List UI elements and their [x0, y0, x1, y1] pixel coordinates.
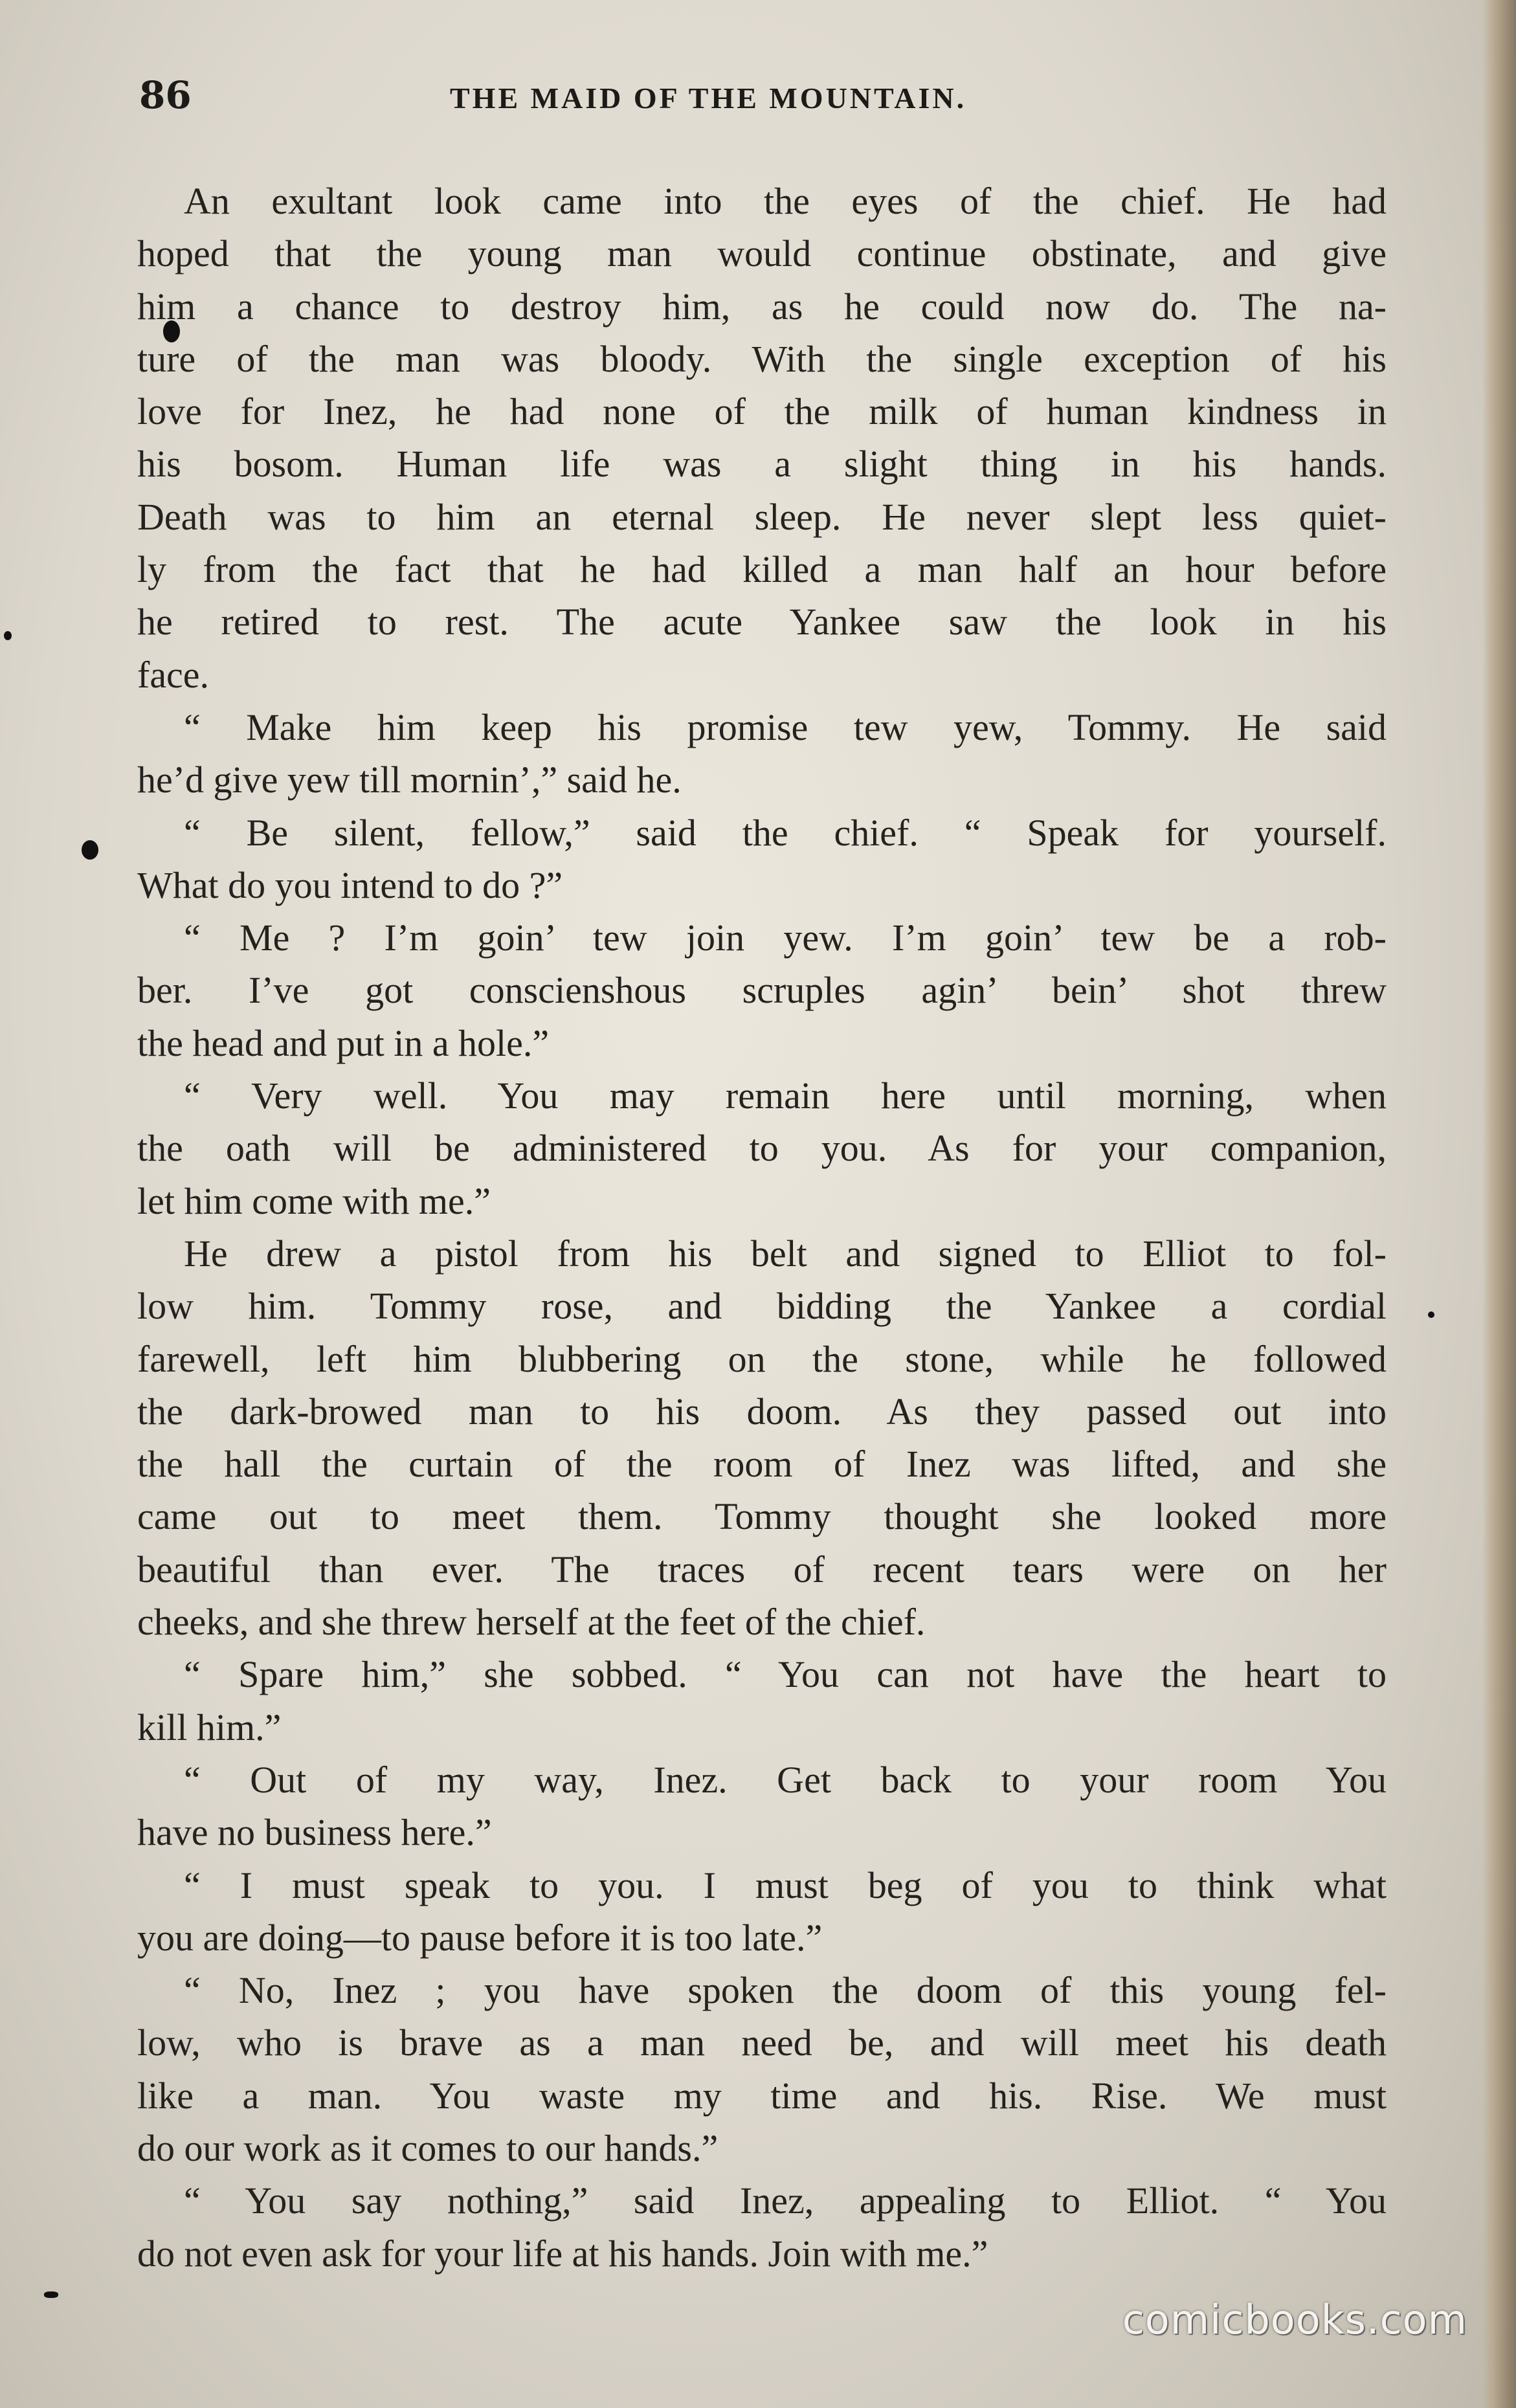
text-line: “ Me ? I’m goin’ tew join yew. I’m goin’ tew be a rob-	[184, 917, 1387, 959]
text-line: hoped that the young man would continue obstinate, and give	[137, 232, 1387, 275]
text-line: farewell, left him blubbering on the stone, while he followed	[137, 1337, 1387, 1380]
text-line: came out to meet them. Tommy thought she looked more	[137, 1495, 1387, 1538]
ink-spot	[4, 631, 12, 640]
text-line: like a man. You waste my time and his. Rise. We must	[137, 2074, 1387, 2117]
ink-spot	[1428, 1311, 1434, 1318]
text-line: do our work as it comes to our hands.”	[137, 2126, 719, 2169]
text-line: What do you intend to do ?”	[137, 864, 563, 906]
text-line: ture of the man was bloody. With the single exception of his	[137, 337, 1387, 380]
text-line: let him come with me.”	[137, 1179, 491, 1222]
text-line: kill him.”	[137, 1706, 282, 1748]
watermark: comicbooks.com	[1122, 2296, 1467, 2343]
text-line: He drew a pistol from his belt and signed to Elliot to fol-	[184, 1232, 1387, 1275]
body-text	[137, 175, 1387, 2280]
text-line: ber. I’ve got conscienshous scruples agin’ bein’ shot threw	[137, 969, 1387, 1012]
text-line: “ You say nothing,” said Inez, appealing to Elliot. “ You	[184, 2179, 1387, 2222]
text-line: low, who is brave as a man need be, and will meet his death	[137, 2022, 1387, 2064]
text-line: An exultant look came into the eyes of the chief. He had	[184, 180, 1387, 222]
text-line: “ Very well. You may remain here until morning, when	[184, 1075, 1387, 1117]
text-line: cheeks, and she threw herself at the feet of the chief.	[137, 1601, 926, 1644]
text-line: “ Spare him,” she sobbed. “ You can not have the heart to	[184, 1653, 1387, 1696]
text-line: he’d give yew till mornin’,” said he.	[137, 759, 682, 801]
text-line: the hall the curtain of the room of Inez was lifted, and she	[137, 1443, 1387, 1486]
ink-spot	[82, 840, 98, 860]
text-line: have no business here.”	[137, 1811, 492, 1854]
running-head: THE MAID OF THE MOUNTAIN.	[450, 82, 967, 115]
text-line: the head and put in a hole.”	[137, 1021, 550, 1064]
text-line: “ I must speak to you. I must beg of you to think what	[184, 1864, 1387, 1906]
text-line: “ No, Inez ; you have spoken the doom of this young fel-	[184, 1969, 1387, 2012]
text-line: the dark-browed man to his doom. As they passed out into	[137, 1390, 1387, 1433]
text-line: the oath will be administered to you. As for your companion,	[137, 1127, 1387, 1170]
ink-spot	[44, 2291, 58, 2298]
text-line: him a chance to destroy him, as he could now do. The na-	[137, 285, 1387, 328]
text-line: Death was to him an eternal sleep. He never slept less quiet-	[137, 495, 1387, 538]
text-line: do not even ask for your life at his hands. Join with me.”	[137, 2232, 988, 2275]
text-line: beautiful than ever. The traces of recent tears were on her	[137, 1548, 1387, 1590]
text-line: he retired to rest. The acute Yankee saw the look in his	[137, 601, 1387, 643]
page-header	[139, 72, 1388, 118]
text-line: ly from the fact that he had killed a man half an hour before	[137, 548, 1387, 591]
page-edge-shadow	[1482, 0, 1516, 2408]
text-line: “ Be silent, fellow,” said the chief. “ Speak for yourself.	[184, 811, 1387, 854]
text-line: “ Out of my way, Inez. Get back to your room You	[184, 1758, 1387, 1801]
text-line: you are doing—to pause before it is too late.”	[137, 1916, 823, 1959]
text-line: “ Make him keep his promise tew yew, Tommy. He said	[184, 706, 1387, 748]
text-line: love for Inez, he had none of the milk of human kindness in	[137, 390, 1387, 433]
text-line: his bosom. Human life was a slight thing in his hands.	[137, 443, 1387, 485]
page-number: 86	[139, 73, 192, 117]
text-line: face.	[137, 653, 210, 696]
text-line: low him. Tommy rose, and bidding the Yankee a cordial	[137, 1285, 1387, 1328]
